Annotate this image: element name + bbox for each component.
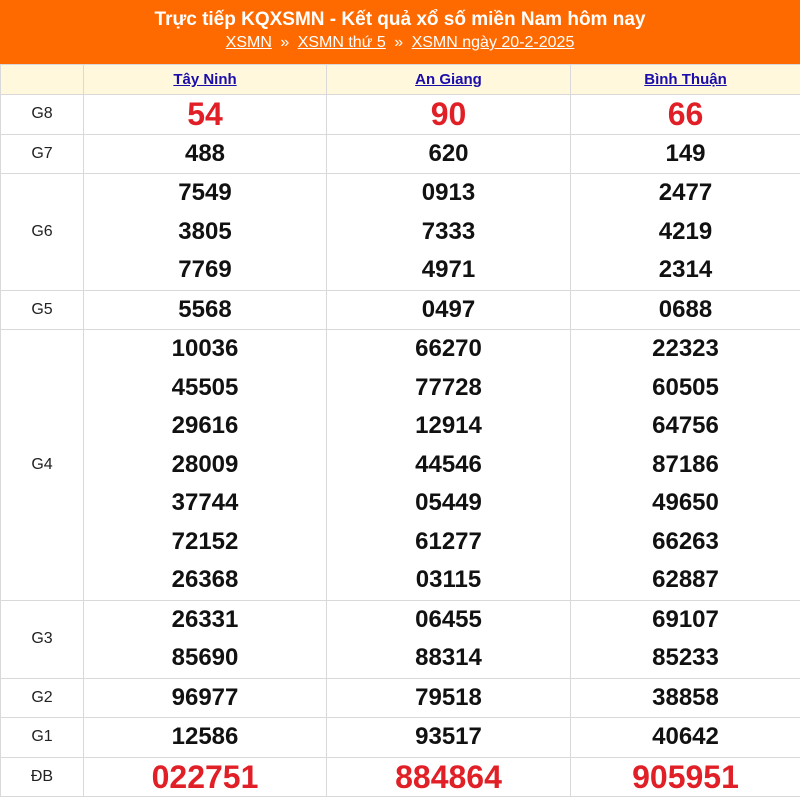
prize-cell [327,330,571,601]
results-table [0,64,800,797]
prize-number: 7769 [178,256,232,283]
prize-cell [327,757,571,797]
prize-number: 7549 [178,179,232,206]
prize-cell [84,95,327,135]
prize-number: 44546 [415,450,482,478]
prize-number: 26368 [171,566,239,593]
page-header [0,0,800,64]
prize-number: 3805 [178,217,232,245]
prize-number: 12586 [171,723,239,750]
prize-number: 66 [667,96,704,132]
prize-number: 66263 [652,527,719,555]
prize-cell [571,134,800,174]
breadcrumb [0,32,800,54]
prize-number: 64756 [652,412,719,439]
prize-row [1,290,800,330]
prize-number: 2477 [658,179,713,206]
prize-number: 884864 [395,758,502,795]
prize-number: 45505 [171,373,239,401]
prize-cell [327,134,571,174]
prize-row [1,174,800,291]
prize-cell [327,678,571,718]
corner-cell [1,65,84,95]
prize-number: 40642 [652,723,719,750]
prize-number: 29616 [171,412,239,439]
prize-number: 4971 [421,256,476,283]
prize-row [1,718,800,758]
prize-cell [327,718,571,758]
prize-number: 79518 [415,683,482,711]
prize-cell [84,330,327,601]
prize-number: 5568 [178,295,232,323]
prize-number: 149 [665,139,706,167]
prize-row [1,757,800,797]
prize-cell [84,718,327,758]
prize-number: 2314 [658,256,713,283]
prize-row [1,330,800,601]
breadcrumb-xsmn[interactable]: XSMN [225,34,272,51]
prize-number: 0688 [658,295,713,323]
prize-number: 49650 [652,489,719,516]
prize-number: 69107 [652,605,719,633]
prize-cell [327,174,571,291]
breadcrumb-xsmn-date[interactable]: XSMN ngày 20-2-2025 [411,34,575,51]
prize-cell [571,718,800,758]
prize-label: G8 [1,95,84,135]
prize-label: G4 [1,330,84,601]
prize-row [1,600,800,678]
prize-number: 62887 [652,566,719,593]
prize-number: 0913 [421,179,476,206]
prize-number: 26331 [171,605,239,633]
prize-cell [571,600,800,678]
province-header [84,65,327,95]
prize-number: 022751 [151,758,259,795]
breadcrumb-separator: » [394,34,404,51]
prize-cell [84,134,327,174]
prize-cell [571,757,800,797]
prize-number: 60505 [652,373,719,401]
prize-number: 85690 [171,644,239,671]
breadcrumb-separator: » [280,34,290,51]
prize-number: 905951 [632,758,739,795]
prize-number: 72152 [171,527,239,555]
prize-label: G5 [1,290,84,330]
prize-number: 85233 [652,644,719,671]
prize-number: 22323 [652,335,719,362]
prize-number: 96977 [171,683,239,711]
prize-label: G1 [1,718,84,758]
prize-number: 0497 [421,295,476,323]
prize-number: 06455 [415,605,482,633]
prize-number: 37744 [171,489,239,516]
prize-cell [571,290,800,330]
prize-number: 54 [187,96,223,132]
prize-cell [84,678,327,718]
prize-cell [84,600,327,678]
prize-label: ĐB [1,757,84,797]
prize-cell [327,600,571,678]
prize-cell [327,95,571,135]
prize-number: 66270 [415,335,482,362]
prize-number: 12914 [415,412,482,439]
prize-number: 05449 [415,489,482,516]
prize-cell [571,330,800,601]
prize-number: 7333 [421,217,476,245]
prize-number: 488 [184,139,226,167]
province-header [327,65,571,95]
province-link-an-giang[interactable]: An Giang [415,71,482,88]
prize-cell [84,290,327,330]
prize-cell [84,757,327,797]
prize-label: G7 [1,134,84,174]
prize-number: 10036 [171,335,239,362]
province-link-binh-thuan[interactable]: Bình Thuận [644,71,727,88]
prize-number: 77728 [415,373,482,401]
prize-number: 620 [428,139,469,167]
prize-number: 38858 [652,683,719,711]
province-header-row [1,65,800,95]
prize-number: 03115 [415,566,482,593]
prize-row [1,95,800,135]
page-title: Trực tiếp KQXSMN - Kết quả xổ số miền Nam hôm nay [154,9,646,30]
prize-row [1,678,800,718]
prize-number: 93517 [415,723,482,750]
prize-cell [571,95,800,135]
prize-label: G3 [1,600,84,678]
prize-number: 4219 [658,217,713,245]
breadcrumb-xsmn-thu-5[interactable]: XSMN thứ 5 [297,34,386,51]
province-link-tay-ninh[interactable]: Tây Ninh [173,71,237,88]
prize-number: 88314 [415,644,482,671]
prize-table-body [1,95,800,797]
prize-row [1,134,800,174]
prize-cell [327,290,571,330]
prize-number: 87186 [652,450,719,478]
prize-label: G6 [1,174,84,291]
prize-cell [84,174,327,291]
province-header [571,65,800,95]
prize-label: G2 [1,678,84,718]
prize-number: 61277 [415,527,482,555]
prize-cell [571,174,800,291]
prize-cell [571,678,800,718]
prize-number: 90 [430,96,467,132]
prize-number: 28009 [171,450,239,478]
